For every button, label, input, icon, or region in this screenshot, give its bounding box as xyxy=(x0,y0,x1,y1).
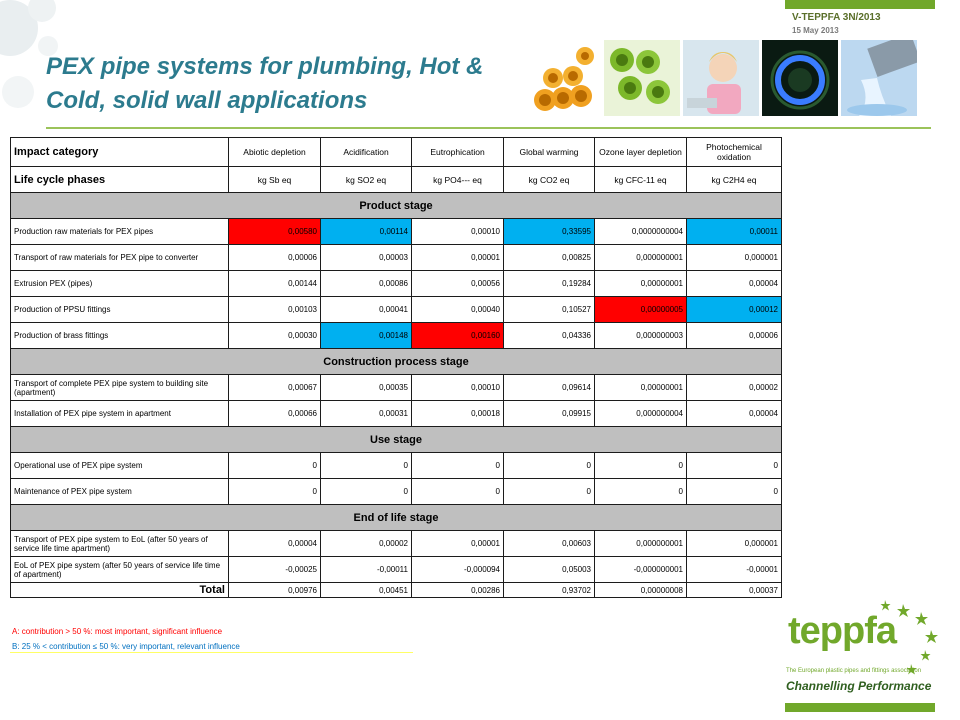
table-cell: 0,0000000004 xyxy=(595,219,687,245)
table-cell: 0 xyxy=(504,479,595,505)
table-cell: -0,000000001 xyxy=(595,557,687,583)
column-unit: kg SO2 eq xyxy=(321,167,412,193)
table-cell: 0,00018 xyxy=(412,401,504,427)
total-cell: 0,00976 xyxy=(229,583,321,598)
table-row xyxy=(11,375,782,401)
table-cell: 0 xyxy=(687,453,782,479)
row-label: Transport of PEX pipe system to EoL (after 50 years of service life time apartment) xyxy=(11,531,229,557)
table-cell: 0,00103 xyxy=(229,297,321,323)
table-cell: 0,00144 xyxy=(229,271,321,297)
table-row xyxy=(11,531,782,557)
row-label: EoL of PEX pipe system (after 50 years of service life time of apartment) xyxy=(11,557,229,583)
table-cell: -0,000094 xyxy=(412,557,504,583)
table-cell: 0,000001 xyxy=(687,245,782,271)
column-unit: kg CO2 eq xyxy=(504,167,595,193)
impact-table xyxy=(10,137,782,598)
table-cell: 0,000000001 xyxy=(595,245,687,271)
section-title: Use stage xyxy=(11,427,782,453)
table-cell: 0,00000005 xyxy=(595,297,687,323)
section-row xyxy=(11,505,782,531)
table-cell: 0,00067 xyxy=(229,375,321,401)
table-cell: 0,00148 xyxy=(321,323,412,349)
table-row xyxy=(11,323,782,349)
column-header: Eutrophication xyxy=(412,138,504,167)
row-label: Operational use of PEX pipe system xyxy=(11,453,229,479)
legend-a: A: contribution > 50 %: most important, significant influence xyxy=(12,627,223,636)
table-cell: 0,05003 xyxy=(504,557,595,583)
header-row xyxy=(11,138,782,167)
title-divider xyxy=(46,127,931,129)
table-cell: -0,00025 xyxy=(229,557,321,583)
column-header: Ozone layer depletion xyxy=(595,138,687,167)
total-cell: 0,00037 xyxy=(687,583,782,598)
table-cell: 0 xyxy=(229,479,321,505)
table-cell: 0,00004 xyxy=(229,531,321,557)
row-label: Production of PPSU fittings xyxy=(11,297,229,323)
table-cell: -0,00001 xyxy=(687,557,782,583)
table-cell: 0,00066 xyxy=(229,401,321,427)
table-cell: 0 xyxy=(687,479,782,505)
section-row xyxy=(11,427,782,453)
water-pipe-photo xyxy=(841,40,917,116)
table-cell: 0,000000003 xyxy=(595,323,687,349)
top-accent-bar xyxy=(785,0,935,9)
table-cell: 0 xyxy=(595,453,687,479)
row-label: Transport of complete PEX pipe system to building site (apartment) xyxy=(11,375,229,401)
table-cell: 0,00603 xyxy=(504,531,595,557)
unit-row xyxy=(11,167,782,193)
page-title: PEX pipe systems for plumbing, Hot & Cold, solid wall applications xyxy=(46,53,484,114)
legend-b: B: 25 % < contribution ≤ 50 %: very important, relevant influence xyxy=(12,642,240,651)
document-date: 15 May 2013 xyxy=(792,26,839,35)
column-unit: kg Sb eq xyxy=(229,167,321,193)
row-label: Extrusion PEX (pipes) xyxy=(11,271,229,297)
table-cell: 0,33595 xyxy=(504,219,595,245)
table-cell: 0,000000001 xyxy=(595,531,687,557)
table-cell: 0 xyxy=(321,479,412,505)
row-label: Production of brass fittings xyxy=(11,323,229,349)
column-unit: kg CFC-11 eq xyxy=(595,167,687,193)
life-cycle-phases-label: Life cycle phases xyxy=(11,167,229,193)
table-cell: 0,00030 xyxy=(229,323,321,349)
table-cell: 0,000001 xyxy=(687,531,782,557)
table-row xyxy=(11,401,782,427)
table-cell: 0,00000001 xyxy=(595,375,687,401)
table-cell: 0,00160 xyxy=(412,323,504,349)
legend-divider xyxy=(10,652,413,653)
table-cell: 0 xyxy=(321,453,412,479)
total-cell: 0,93702 xyxy=(504,583,595,598)
table-cell: 0,00004 xyxy=(687,271,782,297)
column-header: Photochemical oxidation xyxy=(687,138,782,167)
table-row xyxy=(11,557,782,583)
table-cell: 0,00040 xyxy=(412,297,504,323)
table-cell: 0,00006 xyxy=(229,245,321,271)
table-cell: 0 xyxy=(412,479,504,505)
table-row xyxy=(11,219,782,245)
table-cell: 0,00002 xyxy=(687,375,782,401)
document-reference: V-TEPPFA 3N/2013 xyxy=(792,12,881,23)
row-label: Maintenance of PEX pipe system xyxy=(11,479,229,505)
table-cell: 0,00825 xyxy=(504,245,595,271)
table-cell: 0 xyxy=(595,479,687,505)
child-washing-photo xyxy=(683,40,759,116)
table-cell: 0,00006 xyxy=(687,323,782,349)
teppfa-logo: teppfa xyxy=(788,610,896,652)
header-photo-strip xyxy=(525,40,917,116)
logo-tagline: The European plastic pipes and fittings association xyxy=(786,668,922,674)
table-cell: 0,00056 xyxy=(412,271,504,297)
table-cell: 0,00012 xyxy=(687,297,782,323)
row-label: Installation of PEX pipe system in apartment xyxy=(11,401,229,427)
table-cell: 0,09915 xyxy=(504,401,595,427)
table-cell: 0,00035 xyxy=(321,375,412,401)
table-cell: 0,00114 xyxy=(321,219,412,245)
table-cell: 0 xyxy=(504,453,595,479)
pipes-photo xyxy=(525,40,601,116)
total-cell: 0,00286 xyxy=(412,583,504,598)
table-cell: 0,00003 xyxy=(321,245,412,271)
gas-flame-photo xyxy=(762,40,838,116)
table-cell: 0,00010 xyxy=(412,375,504,401)
table-cell: 0,00041 xyxy=(321,297,412,323)
section-title: End of life stage xyxy=(11,505,782,531)
table-cell: 0,09614 xyxy=(504,375,595,401)
table-cell: 0,00580 xyxy=(229,219,321,245)
column-header: Global warming xyxy=(504,138,595,167)
table-cell: -0,00011 xyxy=(321,557,412,583)
table-cell: 0,00001 xyxy=(412,245,504,271)
green-pipes-photo xyxy=(604,40,680,116)
table-cell: 0,00086 xyxy=(321,271,412,297)
table-cell: 0 xyxy=(229,453,321,479)
table-cell: 0,00001 xyxy=(412,531,504,557)
column-unit: kg C2H4 eq xyxy=(687,167,782,193)
table-cell: 0,04336 xyxy=(504,323,595,349)
section-title: Product stage xyxy=(11,193,782,219)
table-cell: 0,00010 xyxy=(412,219,504,245)
table-row xyxy=(11,271,782,297)
table-cell: 0,00004 xyxy=(687,401,782,427)
total-cell: 0,00000008 xyxy=(595,583,687,598)
impact-category-label: Impact category xyxy=(11,138,229,167)
total-cell: 0,00451 xyxy=(321,583,412,598)
table-cell: 0,00002 xyxy=(321,531,412,557)
column-header: Abiotic depletion xyxy=(229,138,321,167)
total-label: Total xyxy=(11,583,229,598)
bottom-accent-bar xyxy=(785,703,935,712)
table-row xyxy=(11,297,782,323)
table-cell: 0 xyxy=(412,453,504,479)
row-label: Transport of raw materials for PEX pipe to converter xyxy=(11,245,229,271)
table-cell: 0,000000004 xyxy=(595,401,687,427)
table-cell: 0,00000001 xyxy=(595,271,687,297)
table-cell: 0,00031 xyxy=(321,401,412,427)
column-unit: kg PO4--- eq xyxy=(412,167,504,193)
logo-slogan: Channelling Performance xyxy=(786,679,932,693)
table-cell: 0,19284 xyxy=(504,271,595,297)
table-row xyxy=(11,245,782,271)
table-cell: 0,10527 xyxy=(504,297,595,323)
section-title: Construction process stage xyxy=(11,349,782,375)
section-row xyxy=(11,193,782,219)
total-row xyxy=(11,583,782,598)
row-label: Production raw materials for PEX pipes xyxy=(11,219,229,245)
column-header: Acidification xyxy=(321,138,412,167)
section-row xyxy=(11,349,782,375)
table-row xyxy=(11,479,782,505)
table-cell: 0,00011 xyxy=(687,219,782,245)
table-row xyxy=(11,453,782,479)
